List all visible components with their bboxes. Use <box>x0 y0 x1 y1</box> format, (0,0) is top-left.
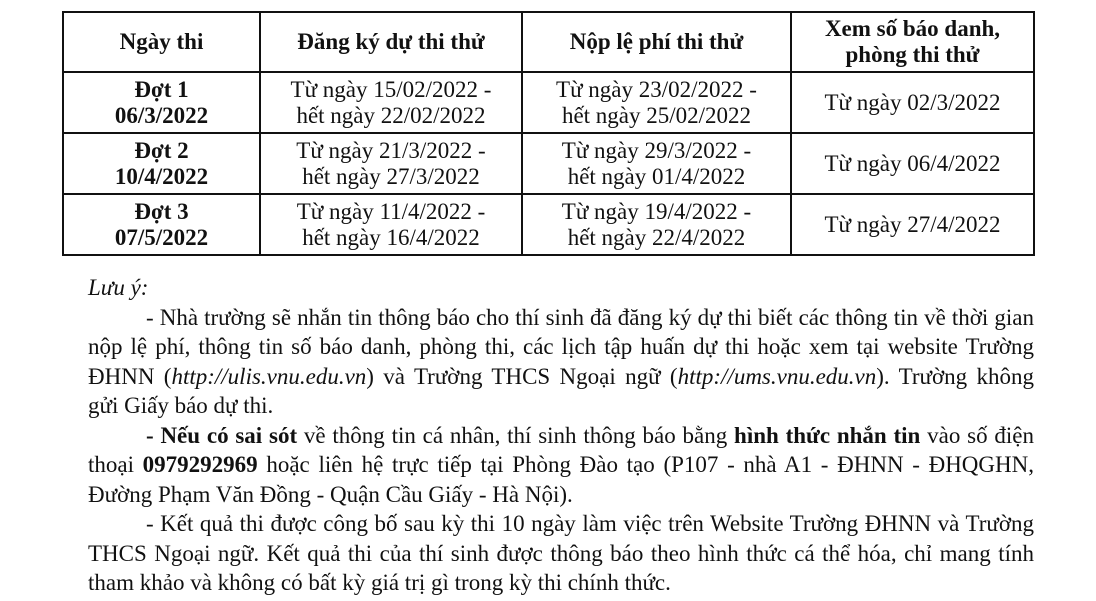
round-date: 07/5/2022 <box>114 224 209 250</box>
registration-end: hết ngày 27/3/2022 <box>302 163 480 189</box>
header-exam-date: Ngày thi <box>63 12 260 72</box>
note-paragraph-contact <box>88 303 1034 421</box>
registration-end: hết ngày 16/4/2022 <box>302 224 480 250</box>
note-text: ). Trường không gửi Giấy báo dự thi. <box>88 363 1034 418</box>
room-info-cell: Từ ngày 06/4/2022 <box>791 133 1034 194</box>
room-info-cell: Từ ngày 27/4/2022 <box>791 194 1034 255</box>
fee-period-cell <box>522 72 791 133</box>
header-candidate-number-room <box>791 12 1034 72</box>
round-cell <box>63 72 260 133</box>
exam-schedule-table <box>62 11 1035 256</box>
ulis-website-link[interactable]: http://ulis.vnu.edu.vn <box>171 363 367 389</box>
round-date: 06/3/2022 <box>114 102 209 128</box>
round-label: Đợt 3 <box>134 198 189 224</box>
fee-start: Từ ngày 29/3/2022 - <box>561 137 752 163</box>
notes-label: Lưu ý: <box>88 275 149 300</box>
notes-section <box>88 273 1034 598</box>
registration-period-cell <box>260 72 522 133</box>
fee-period-cell <box>522 194 791 255</box>
registration-period-cell <box>260 194 522 255</box>
note-emphasis: hình thức nhắn tin <box>734 422 921 448</box>
fee-start: Từ ngày 19/4/2022 - <box>561 198 752 224</box>
phone-number: 0979292969 <box>142 452 258 477</box>
note-text: hoặc liên hệ trực tiếp tại Phòng Đào tạo (P107 - nhà A1 - ĐHNN - ĐHQGHN, Đường Phạm Văn Đồng - Quận Cầu Giấy - Hà Nội). <box>88 452 1034 507</box>
header-registration: Đăng ký dự thi thử <box>260 12 522 72</box>
round-cell <box>63 133 260 194</box>
note-text: vào số điện thoại <box>88 422 1034 477</box>
note-emphasis: - Nếu có sai sót <box>146 422 298 448</box>
registration-start: Từ ngày 11/4/2022 - <box>296 198 486 224</box>
fee-end: hết ngày 22/4/2022 <box>567 224 746 250</box>
registration-start: Từ ngày 15/02/2022 - <box>290 76 492 102</box>
note-text: về thông tin cá nhân, thí sinh thông báo bằng <box>297 422 735 448</box>
registration-end: hết ngày 22/02/2022 <box>296 102 486 128</box>
ums-website-link[interactable]: http://ums.vnu.edu.vn <box>677 363 877 389</box>
registration-period-cell <box>260 133 522 194</box>
round-date: 10/4/2022 <box>114 163 209 189</box>
table-row <box>63 194 1034 255</box>
note-paragraph-errors <box>88 421 1034 510</box>
fee-period-cell <box>522 133 791 194</box>
table-row <box>63 72 1034 133</box>
table-row <box>63 133 1034 194</box>
header-fee-payment: Nộp lệ phí thi thử <box>522 12 791 72</box>
fee-end: hết ngày 25/02/2022 <box>561 102 752 128</box>
fee-end: hết ngày 01/4/2022 <box>567 163 746 189</box>
table-header-row <box>63 12 1034 72</box>
header-room-line-2: phòng thi thử <box>845 42 980 67</box>
note-text: - Nhà trường sẽ nhắn tin thông báo cho thí sinh đã đăng ký dự thi biết các thông tin về thời gian nộp lệ phí, thông tin số báo danh, phòng thi, các lịch tập huấn dự thi hoặc xem tại website Trường ĐHNN ( <box>88 304 1034 389</box>
note-paragraph-results: - Kết quả thi được công bố sau kỳ thi 10 ngày làm việc trên Website Trường ĐHNN và Trường THCS Ngoại ngữ. Kết quả thi của thí sinh được thông báo theo hình thức cá thể hóa, chỉ mang tính tham khảo và không có bất kỳ giá trị gì trong kỳ thi chính thức. <box>88 511 1034 595</box>
round-label: Đợt 1 <box>134 76 189 102</box>
room-info-cell: Từ ngày 02/3/2022 <box>791 72 1034 133</box>
header-room-line-1: Xem số báo danh, <box>824 16 1001 41</box>
round-label: Đợt 2 <box>134 137 189 163</box>
fee-start: Từ ngày 23/02/2022 - <box>556 76 757 102</box>
round-cell <box>63 194 260 255</box>
registration-start: Từ ngày 21/3/2022 - <box>296 137 486 163</box>
note-text: ) và Trường THCS Ngoại ngữ ( <box>366 363 678 389</box>
